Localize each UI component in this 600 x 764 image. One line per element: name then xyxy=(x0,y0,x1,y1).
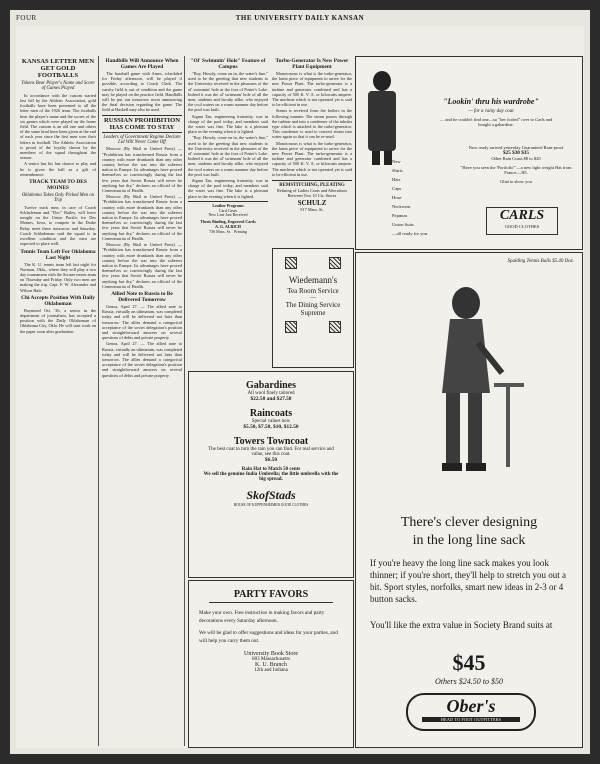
obers-headline: in the long line sack xyxy=(412,533,526,548)
rain-hat: Rain Hat to Match 50 cents xyxy=(241,467,301,472)
headline-turbo-generator: Turbo-Generator Is New Power Plant Equipment xyxy=(275,58,349,70)
carls-glad: Glad to show you xyxy=(500,178,532,184)
subhead-track-team: Oklahoma Takes Only Picked Men on Trip xyxy=(21,193,95,204)
party-favors-ad xyxy=(188,580,354,748)
carls-logo xyxy=(486,207,558,235)
headline-chi-position: Chi Accepts Position With Daily Oklahoman xyxy=(21,294,95,307)
skofstads-ad xyxy=(188,371,354,578)
article-text: Genoa, April 27. — The allied note to Russia, virtually an ultimatum, was completed today and will be delivered not later than tomorrow. The allies demand a categorical acceptance of the soviet delegation's position and straightforward answers on several questions of debts and private property. xyxy=(102,341,182,378)
ornament-icon xyxy=(329,257,341,269)
wiedemann-line: The Dining Service xyxy=(285,301,341,309)
column-rule xyxy=(98,56,99,746)
ornament-icon xyxy=(285,321,297,333)
masthead xyxy=(16,12,584,24)
carls-blurb: "Have you seen the 'Portfolio'"—a new light weight Hat from France—\$5. xyxy=(460,164,572,176)
newspaper-page xyxy=(10,10,590,754)
schulz-ad xyxy=(272,180,352,212)
raincoats-price: $5.50, $7.50, $10, $12.50 xyxy=(243,424,299,430)
towers-desc: The best coat to turn the rain you can find. For real service and value, see this coat. xyxy=(208,447,334,457)
carls-item: Hats xyxy=(392,177,401,182)
article-text: In accordance with the custom started last fall by the Athletic Association, gold footballs have been presented to all the letter men of the 1926 team. The footballs bear the player's name and the scores of the six games which were played on the home field. The custom is an old one and others of the same kind have been given at the end of each year since the first men won their letters in football. The Athletic Association is proud of the loyalty shown by the members of the squad throughout the season. xyxy=(20,92,96,161)
gabardines-price: $22.50 and $27.50 xyxy=(250,396,292,402)
headline-russian-prohibition: RUSSIAN PROHIBITION HAS COME TO STAY xyxy=(103,116,181,131)
schulz-ad-name: SCHULZ xyxy=(297,198,327,207)
wiedemann-line: Supreme xyxy=(300,309,326,317)
column-1 xyxy=(20,56,96,746)
carls-pricing xyxy=(456,145,576,185)
obers-ad xyxy=(355,252,583,748)
obers-headline: There's clever designing xyxy=(400,515,538,530)
carls-item: Union Suits xyxy=(392,222,414,227)
article-text: Genoa, April 27. — The allied note to Russia, virtually an ultimatum, was completed today and will be delivered not later than tomorrow. The allies demand a categorical acceptance of the soviet delegation's position and straightforward answers on several questions of debts and private property. xyxy=(102,303,182,341)
subhead-russian-prohibition: Leaders of Government Regime Declare Lid Will Never Come Off xyxy=(103,134,181,146)
schulz-ad-address: 917 Mass. St. xyxy=(300,206,324,212)
obers-logo-sub: HEAD TO FOOT OUTFITTERS xyxy=(422,717,520,722)
column-2 xyxy=(102,56,182,746)
article-text: Raymond Ott, '26, a senior in the department of journalism, has accepted a position with the Daily Oklahoman of Oklahoma City, Okla. He will start work on the paper soon after graduation. xyxy=(20,307,96,334)
carls-logo-text: CARLS xyxy=(499,208,545,223)
carls-logo-sub: GOOD CLOTHES xyxy=(504,224,540,229)
raincoats-special: Special values now xyxy=(251,419,291,424)
ornament-icon xyxy=(329,321,341,333)
carls-ad xyxy=(355,56,583,250)
wiedemann-name: Wiedemann's xyxy=(288,275,338,285)
article-text: Moscow (By Mail to United Press) — "Prohibition has transformed Russia from a country with more drunkards than any other country before the war into the soberest nation in Europe. Its advantages have proved themselves so convincingly during the last few years that Soviet Russia will never be anything but dry," declares an official of the Commissariat of Health. xyxy=(102,146,182,194)
carls-item: New xyxy=(392,159,401,164)
carls-item: Hose xyxy=(392,195,402,200)
raincoats-title: Raincoats xyxy=(249,408,293,419)
headline-letter-men: KANSAS LETTER MEN GET GOLD FOOTBALLS xyxy=(21,58,95,79)
headline-track-team: TRACK TEAM TO DES MOINES xyxy=(29,179,87,192)
carls-line: — for a rainy day coat xyxy=(468,109,514,114)
carls-item: Shirts xyxy=(392,168,403,173)
carls-tagline: "Lookin' thru his wardrobe" xyxy=(443,97,539,106)
article-text: The K. U. tennis team left last night for Norman, Okla., where they will play a two day tournament with the Sooner tennis team on Thursday and Friday. Only two men are making the trip, Capt. F. W. Alexander and Wilson Hale. xyxy=(20,261,96,293)
party-text: Make your own. Free instruction in making favors and party decorations every Saturday afternoon. xyxy=(199,610,325,624)
golfer-illustration xyxy=(406,273,536,493)
party-title: PARTY FAVORS xyxy=(209,589,333,603)
article-text: Sigma Tau, engineering fraternity, was in charge of the pool today, and members said the water was fine. The lake is a pleasant place in the evening when it is lighted. xyxy=(188,113,268,135)
man-in-coat-illustration xyxy=(362,67,402,167)
carls-item: Caps xyxy=(392,186,402,191)
subhead-letter-men: Tokens Bear Player's Name and Score of Games Played xyxy=(21,81,95,92)
obers-body: You'll like the extra value in Society Brand suits at xyxy=(370,620,553,630)
article-text: Twelve track men, in care of Coach Schlademan and "Doc" Bailey, will leave tonight on the Union Pacific for Des Moines, Iowa, to compete in the Drake Relay meet there tomorrow and Saturday. Coach Schlademan said the squad is in excellent condition and the men are expected to place well. xyxy=(20,204,96,247)
article-text: Steam is received from the boilers in the following manner. The steam passes through the turbine and into a condenser of the tubular type which is attached to the turbo-generator. This condenser is used to convert steam into water again so that it can be re-used. xyxy=(272,108,352,140)
obers-caption: Spalding Tennis Balls $5.40 Doz. xyxy=(507,259,574,264)
party-store: University Book Store xyxy=(244,651,298,657)
carls-item: —all ready for you. xyxy=(392,231,429,236)
leather-ad-line: New Line Just Received xyxy=(208,212,248,218)
carls-item: Neckwear xyxy=(392,204,411,209)
gabardines-title: Gabardines xyxy=(245,380,296,391)
obers-logo-text: Ober's xyxy=(446,696,496,716)
party-branch: K. U. Branch xyxy=(255,662,287,668)
article-text: Moscow (By Mail to United Press) — "Prohibition has transformed Russia from a country with more drunkards than any other country before the war into the soberest nation in Europe. Its advantages have proved themselves so convincingly during the last few years that Soviet Russia will never be anything but dry," declares an official of the Commissariat of Health. xyxy=(102,194,182,241)
schulz-ad-line: Between Two 10 Cts. Stores xyxy=(287,193,337,199)
column-3 xyxy=(188,56,268,366)
carls-item-list xyxy=(392,157,452,238)
carls-price: $25 $30 $35 xyxy=(503,149,529,156)
party-text: We will be glad to offer suggestions and ideas for your parties, and will help you carry them out. xyxy=(199,630,338,644)
article-text: "Boy, Howdy, come on in, the water's fine," used to be the greeting that new students to the University received in the pleasures of the ol' swimmin' hole at the foot of Potter's Lake. Indeed it was the ol' swimmin' hole of all the men, students and faculty alike, who enjoyed the cool waters on a warm summer day before the pool was built. xyxy=(188,71,268,113)
towers-price: $6.50 xyxy=(264,457,278,463)
wiedemann-ad xyxy=(272,248,354,368)
page-number: FOUR xyxy=(16,14,37,22)
article-text: The baseball game with Ames, scheduled for Friday afternoon, will be played if possible, according to Coach Clark. The varsity field is out of condition and the game may be played on the practice field. Handbills will be put out tomorrow noon announcing the final decision regarding the game. The field at Haskell may also be used. xyxy=(102,71,182,113)
carls-price-head: Now ready arrived yesterday Guaranteed Rain-proof xyxy=(468,145,564,150)
article-text: "Boy, Howdy, come on in, the water's fine," used to be the greeting that new students to the University received in the pleasures of the ol' swimmin' hole at the foot of Potter's Lake. Indeed it was the ol' swimmin' hole of all the men, students and faculty alike, who enjoyed the cool waters on a warm summer day before the pool was built. xyxy=(188,135,268,177)
obers-logo xyxy=(406,693,536,731)
obers-price: $45 xyxy=(452,650,486,675)
umbrella-text: We sell the genuine India Umbrella; the little umbrella with the big spread. xyxy=(203,472,339,482)
party-branch-address: 12th and Indiana xyxy=(254,668,288,673)
towers-title: Towers Towncoat xyxy=(233,436,309,447)
binding-ad-title: Thesis Binding, Engraved Cards xyxy=(200,219,256,225)
ornament-icon xyxy=(285,257,297,269)
carls-price-other: Other Rain Coats $8 to $20 xyxy=(491,156,541,162)
headline-handbills: Handbills Will Announce When Games Are Played xyxy=(105,58,179,70)
article-text: Monotonous is what is the turbo-generator, the latest piece of equipment to arrive for the new Power Plant. The turbo-generator is a turbine and generator combined and has a capacity of 500 K. V. A. or kilowatts ampere. The machine which is not operated yet is said to be efficient in use. xyxy=(272,71,352,108)
leather-ad-title: Leather Programs xyxy=(212,202,244,208)
article-text: A senior has his last chance to play and he is given the ball as a gift of remembrance. xyxy=(20,161,96,177)
headline-tennis-team: Tennis Team Left For Oklahoma Last Night xyxy=(20,248,96,261)
wiedemann-line: Tea Room Service xyxy=(287,287,339,295)
carls-body: — and he couldn't find one—so "her fooled" over to Carls and bought a gabardine. xyxy=(439,117,553,128)
article-text: Monotonous is what is the turbo-generator, the latest piece of equipment to arrive for the new Power Plant. The turbo-generator is a turbine and generator combined and has a capacity of 500 K. V. A. or kilowatts ampere. The machine which is not operated yet is said to be efficient in use. xyxy=(272,140,352,177)
binding-ad-address: 736 Mass. St. xyxy=(209,228,231,234)
party-store-address: 803 Massachusetts xyxy=(252,657,290,662)
skofstads-logo: SkofStads xyxy=(246,488,296,502)
newspaper-title: THE UNIVERSITY DAILY KANSAN xyxy=(235,14,365,22)
wiedemann-line: — xyxy=(310,295,316,301)
binding-ad-printing: Printing xyxy=(233,228,247,234)
article-text: Sigma Tau, engineering fraternity, was in charge of the pool today, and members said the water was fine. The lake is a pleasant place in the evening when it is lighted. xyxy=(188,178,268,199)
obers-others: Others $24.50 to $50 xyxy=(435,677,503,686)
headline-allied-note: Allied Note to Russia to Be Delivered Tomorrow xyxy=(111,290,173,303)
schulz-ad-title: REMSTITCHING, PLEATING xyxy=(279,183,345,189)
gabardines-sub: All wool finely tailored xyxy=(247,391,295,396)
binding-ad-name: A. G. ALRICH xyxy=(215,224,241,230)
column-rule xyxy=(184,56,185,746)
carls-item: Pajamas xyxy=(392,213,408,218)
schulz-ad-line: Relining of Ladies Coats and Alterations xyxy=(276,188,348,194)
leather-ad-line: Card Cases xyxy=(218,207,238,213)
obers-body: If you're heavy the long line sack makes you look thinner; if you're short, they'll help to stretch you out a bit. Sport styles, norfolks, smart new ideas in 2-3 or 4 button sacks. xyxy=(370,558,566,604)
page-body xyxy=(16,26,584,748)
headline-swimmin-hole: "Ol' Swimmin' Hole" Feature of Campus xyxy=(190,58,266,70)
skofstads-logo-sub: HOUSE OF KUPPENHEIMER GOOD CLOTHES xyxy=(233,503,309,507)
leather-ad xyxy=(188,201,268,235)
article-text: Moscow (By Mail to United Press) — "Prohibition has transformed Russia from a country with more drunkards than any other country before the war into the soberest nation in Europe. Its advantages have proved themselves so convincingly during the last few years that Soviet Russia will never be anything but dry," declares an official of the Commissariat of Health. xyxy=(102,242,182,289)
